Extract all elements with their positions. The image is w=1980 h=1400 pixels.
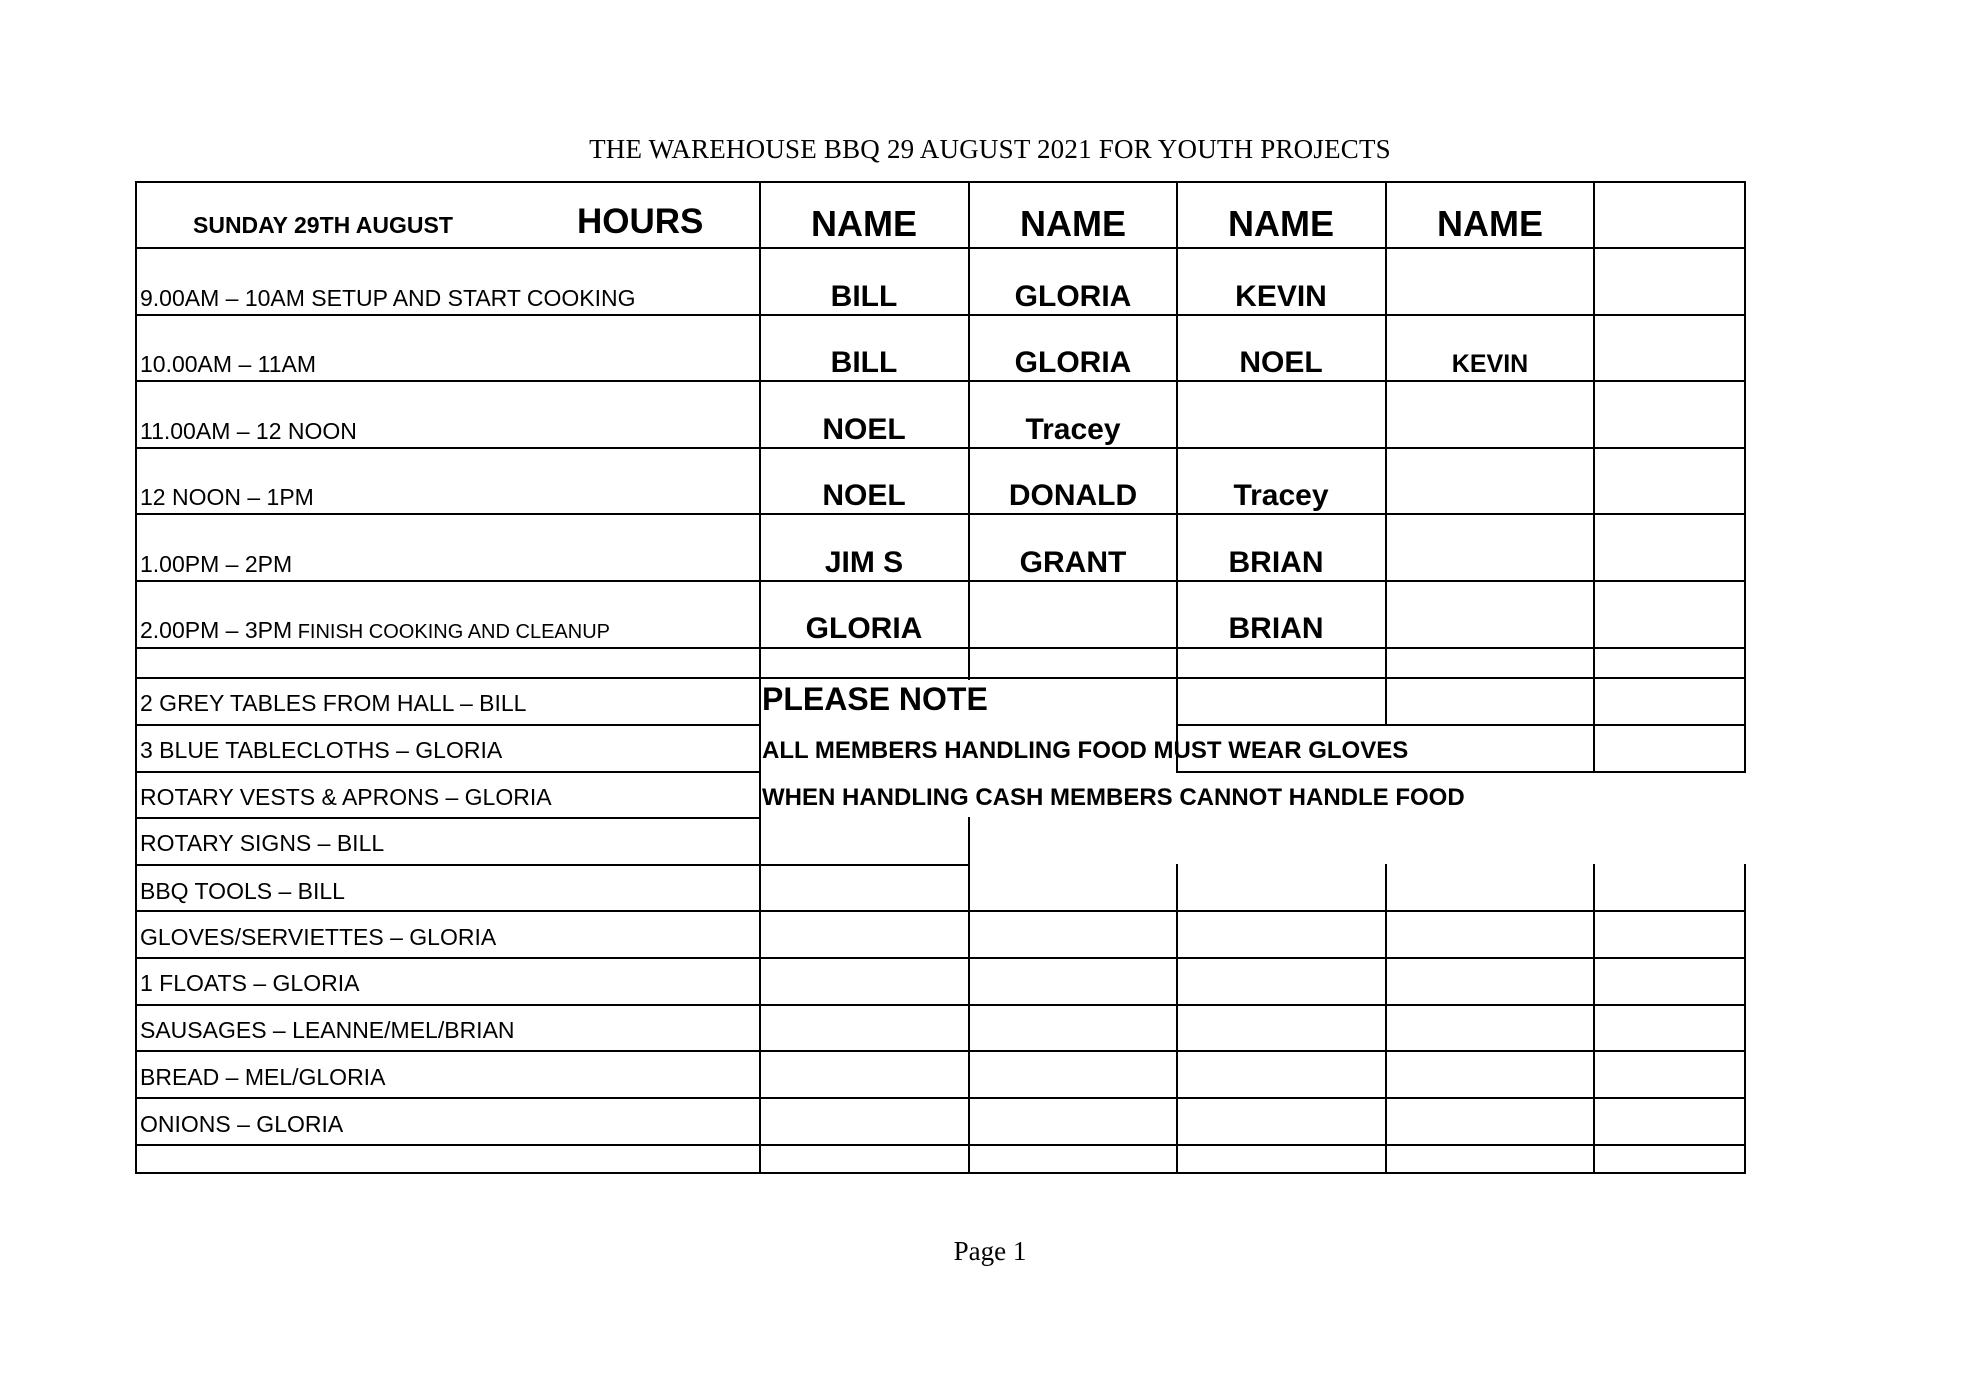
volunteer-name: GRANT — [1019, 546, 1127, 579]
shift-time: 1.00PM – 2PM — [140, 551, 293, 577]
volunteer-name: DONALD — [1008, 479, 1138, 512]
volunteer-name: GLORIA — [1014, 346, 1132, 379]
row-divider — [135, 817, 760, 819]
volunteer-name: BILL — [830, 346, 898, 379]
volunteer-name: KEVIN — [1451, 350, 1529, 378]
name-column-header: NAME — [1228, 203, 1334, 244]
name-column-header: NAME — [1020, 203, 1126, 244]
row-divider — [135, 771, 760, 773]
row-divider — [135, 1144, 1746, 1146]
column-divider — [968, 817, 970, 1174]
row-divider — [135, 647, 1746, 649]
shift-time: 12 NOON – 1PM — [140, 484, 314, 510]
column-divider — [1385, 181, 1387, 680]
cash-note: WHEN HANDLING CASH MEMBERS CANNOT HANDLE FOOD — [762, 784, 1465, 811]
column-divider — [1385, 864, 1387, 1174]
column-divider — [1593, 181, 1595, 773]
column-divider — [968, 181, 970, 680]
supply-item: ONIONS – GLORIA — [140, 1111, 344, 1137]
row-divider — [135, 864, 969, 866]
row-divider — [135, 957, 1746, 959]
supply-item: 2 GREY TABLES FROM HALL – BILL — [140, 690, 527, 716]
shift-time: 9.00AM – 10AM SETUP AND START COOKING — [140, 285, 636, 311]
supply-item: ROTARY SIGNS – BILL — [140, 830, 385, 856]
supply-item: 1 FLOATS – GLORIA — [140, 970, 360, 996]
supply-item: SAUSAGES – LEANNE/MEL/BRIAN — [140, 1017, 515, 1043]
column-divider — [759, 181, 761, 1174]
name-column-header: NAME — [811, 203, 917, 244]
shift-time-main: 2.00PM – 3PM — [140, 617, 293, 643]
volunteer-name: NOEL — [822, 479, 906, 512]
volunteer-name: Tracey — [1025, 413, 1121, 446]
table-border-bottom — [135, 1172, 1746, 1174]
shift-time-note: FINISH COOKING AND CLEANUP — [292, 621, 610, 643]
row-divider — [1176, 724, 1746, 726]
column-divider — [1176, 864, 1178, 1174]
row-divider — [135, 247, 1746, 249]
row-divider — [135, 1004, 1746, 1006]
row-divider — [135, 447, 1746, 449]
row-divider — [135, 513, 1746, 515]
table-border-left — [135, 181, 137, 1174]
volunteer-name: KEVIN — [1235, 280, 1327, 313]
row-divider — [135, 677, 1746, 679]
supply-item: 3 BLUE TABLECLOTHS – GLORIA — [140, 737, 503, 763]
volunteer-name: GLORIA — [805, 612, 923, 645]
hours-header: HOURS — [577, 202, 704, 241]
shift-time: 10.00AM – 11AM — [140, 351, 317, 377]
please-note-heading: PLEASE NOTE — [762, 681, 988, 717]
supply-item: BBQ TOOLS – BILL — [140, 878, 345, 904]
row-divider — [135, 1097, 1746, 1099]
volunteer-name: BILL — [830, 280, 898, 313]
row-divider — [135, 1050, 1746, 1052]
volunteer-name: NOEL — [822, 413, 906, 446]
row-divider — [135, 580, 1746, 582]
name-column-header: NAME — [1437, 203, 1543, 244]
table-border-right — [1744, 181, 1746, 773]
volunteer-name: GLORIA — [1014, 280, 1132, 313]
row-divider — [1176, 771, 1746, 773]
volunteer-name: BRIAN — [1228, 546, 1324, 579]
volunteer-name: Tracey — [1233, 479, 1329, 512]
volunteer-name: NOEL — [1239, 346, 1323, 379]
supply-item: ROTARY VESTS & APRONS – GLORIA — [140, 784, 552, 810]
column-divider — [1593, 864, 1595, 1174]
day-header: SUNDAY 29TH AUGUST — [193, 212, 453, 238]
page-number: Page 1 — [953, 1236, 1027, 1266]
gloves-note: ALL MEMBERS HANDLING FOOD MUST WEAR GLOVES — [762, 737, 1409, 764]
row-divider — [135, 910, 1746, 912]
shift-time: 11.00AM – 12 NOON — [140, 418, 357, 444]
supply-item: BREAD – MEL/GLORIA — [140, 1064, 386, 1090]
row-divider — [135, 724, 760, 726]
column-divider — [1385, 677, 1387, 724]
supply-item: GLOVES/SERVIETTES – GLORIA — [140, 924, 497, 950]
table-border-top — [135, 181, 1746, 183]
shift-time — [140, 619, 610, 642]
volunteer-name: BRIAN — [1228, 612, 1324, 645]
table-border-right — [1744, 864, 1746, 1174]
volunteer-name: JIM S — [824, 546, 904, 579]
column-divider — [1176, 181, 1178, 773]
row-divider — [135, 380, 1746, 382]
document-title: THE WAREHOUSE BBQ 29 AUGUST 2021 FOR YOUTH PROJECTS — [589, 134, 1391, 164]
row-divider — [135, 314, 1746, 316]
